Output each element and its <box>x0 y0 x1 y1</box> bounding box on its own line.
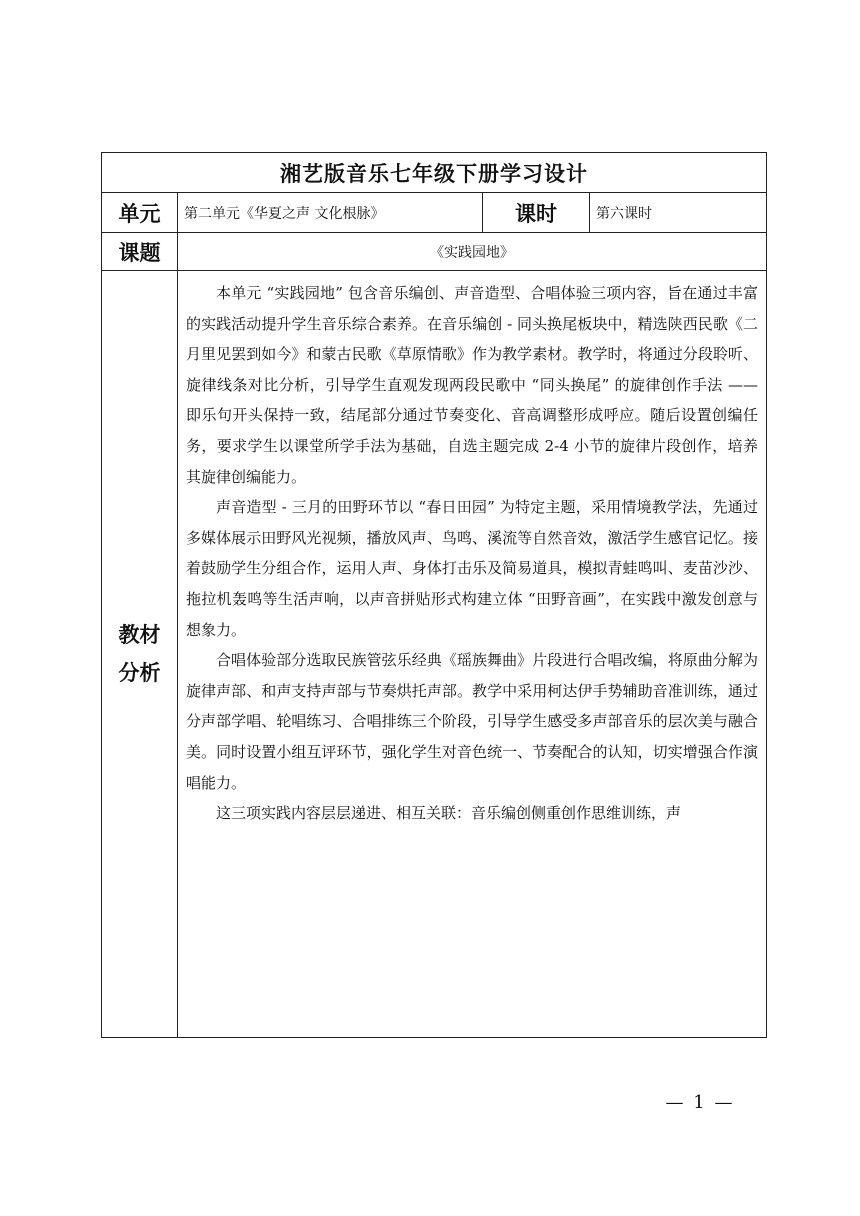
paragraph-chorus-experience: 合唱体验部分选取民族管弦乐经典《瑶族舞曲》片段进行合唱改编，将原曲分解为旋律声部、和声支持声部与节奏烘托声部。教学中采用柯达伊手势辅助音准训练，通过分声部学唱、轮唱练习、合唱排练三个阶段，引导学生感受多声部音乐的层次美与融合美。同时设置小组互评环节，强化学生对音色统一、节奏配合的认知，切实增强合作演唱能力。 <box>186 651 758 792</box>
paragraph-music-composition: 本单元 “实践园地” 包含音乐编创、声音造型、合唱体验三项内容，旨在通过丰富的实践活动提升学生音乐综合素养。在音乐编创 - 同头换尾板块中，精选陕西民歌《二月里见罢到如今》和蒙古民歌《草原情歌》作为教学素材。教学时，将通过分段聆听、旋律线条对比分析，引导学生直观发现两段民歌中 “同头换尾” 的旋律创作手法 —— 即乐句开头保持一致，结尾部分通过节奏变化、音高调整形成呼应。随后设置创编任务，要求学生以课堂所学手法为基础，自选主题完成 2-4 小节的旋律片段创作，培养其旋律创编能力。 <box>186 284 758 486</box>
analysis-text <box>186 278 758 1030</box>
topic-value: 《实践园地》 <box>178 233 767 271</box>
analysis-label <box>102 271 178 1038</box>
page-number: — 1 — <box>665 1092 735 1113</box>
topic-label: 课题 <box>102 233 178 271</box>
unit-label: 单元 <box>102 193 178 233</box>
paragraph-summary: 这三项实践内容层层递进、相互关联：音乐编创侧重创作思维训练，声 <box>216 804 682 823</box>
lesson-value: 第六课时 <box>590 193 767 233</box>
analysis-content <box>178 271 767 1038</box>
analysis-label-line1: 教材 <box>118 623 161 647</box>
analysis-label-line2: 分析 <box>118 661 161 685</box>
lesson-label: 课时 <box>483 193 590 233</box>
document-title: 湘艺版音乐七年级下册学习设计 <box>102 153 767 193</box>
learning-design-table <box>101 152 767 1038</box>
paragraph-sound-modeling: 声音造型 - 三月的田野环节以 “春日田园” 为特定主题，采用情境教学法，先通过多媒体展示田野风光视频，播放风声、鸟鸣、溪流等自然音效，激活学生感官记忆。接着鼓励学生分组合作，运用人声、身体打击乐及简易道具，模拟青蛙鸣叫、麦苗沙沙、拖拉机轰鸣等生活声响，以声音拼贴形式构建立体 “田野音画”，在实践中激发创意与想象力。 <box>186 498 758 639</box>
unit-value: 第二单元《华夏之声 文化根脉》 <box>178 193 483 233</box>
